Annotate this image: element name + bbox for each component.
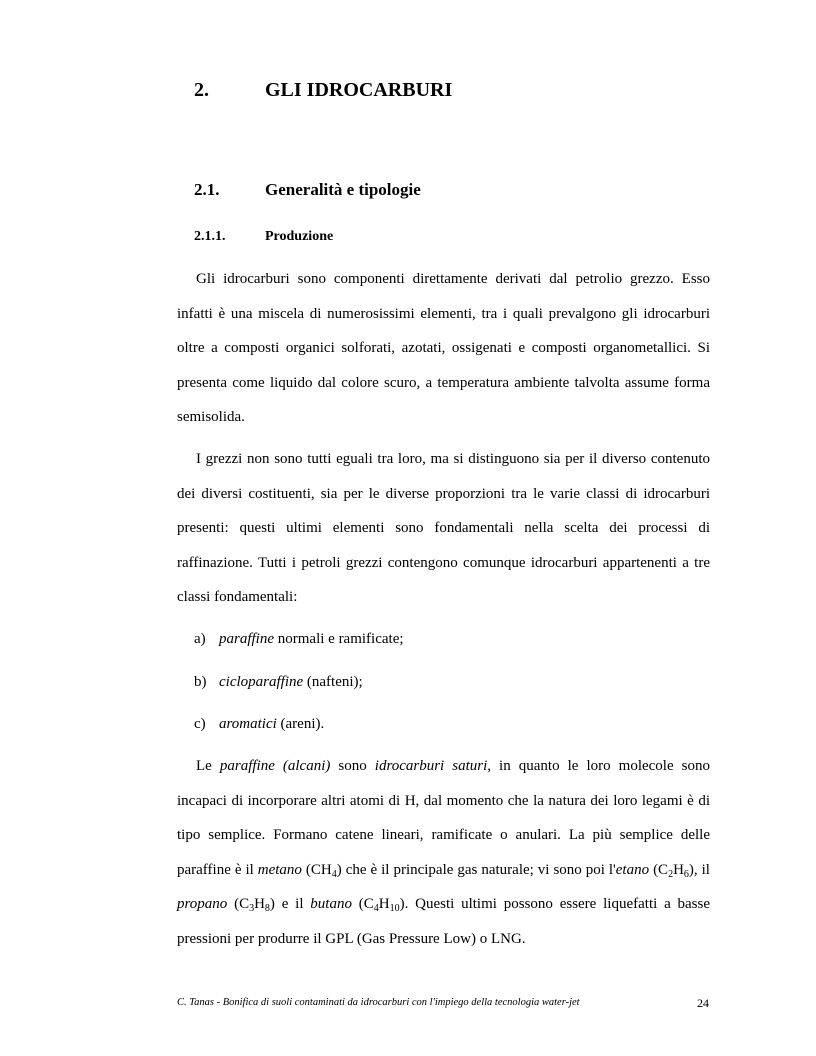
p3-text: H	[254, 896, 265, 912]
p3-text: (C	[227, 896, 250, 912]
list-item-text	[219, 631, 404, 648]
subscript: 8	[264, 903, 270, 914]
subsection-number: 2.1.1.	[194, 229, 226, 244]
subscript: 4	[331, 868, 337, 880]
p3-term: etano	[615, 861, 650, 878]
paragraph-1	[177, 262, 710, 435]
subscript: 4	[373, 903, 379, 914]
list-marker: c)	[194, 716, 206, 732]
p3-text: (C	[649, 861, 669, 878]
p3-term: paraffine (alcani)	[219, 758, 331, 774]
list-marker: b)	[194, 674, 207, 690]
p3-text: ), il	[688, 861, 710, 878]
list-rest: (areni).	[276, 716, 325, 732]
subscript: 10	[389, 903, 400, 914]
footer-citation: C. Tanas - Bonifica di suoli contaminati da idrocarburi con l'impiego della tecnologia water-jet	[177, 997, 580, 1008]
list-item	[194, 631, 206, 648]
paragraph-2-text: I grezzi non sono tutti eguali tra loro, ma si distinguono sia per il diverso contenuto dei diversi costituenti, sia per le diverse proporzioni tra le varie classi di idrocarburi presenti: questi ultimi elementi sono fondamentali nella scelta dei processi di raffinazione. Tutti i petroli grezzi contengono comunque idrocarburi appartenenti a tre classi fondamentali:	[177, 451, 710, 605]
subscript: 3	[249, 903, 255, 914]
p3-term: metano	[257, 861, 302, 878]
p3-text: ) e il	[269, 896, 311, 912]
list-marker: a)	[194, 631, 206, 647]
p3-text: H	[378, 896, 390, 912]
page-number: 24	[697, 996, 709, 1010]
p3-text: ). Questi ultimi possono essere liquefatti a basse pressioni per produrre il GPL (Gas Pressure Low) o LNG.	[177, 896, 711, 947]
list-term: aromatici	[219, 716, 277, 732]
list-rest: (nafteni);	[303, 674, 363, 690]
p3-text: (CH	[301, 861, 332, 878]
p3-term: propano	[177, 896, 228, 912]
p3-term: idrocarburi saturi	[374, 758, 488, 774]
list-term: paraffine	[219, 631, 274, 647]
section-title: Generalità e tipologie	[265, 180, 421, 199]
paragraph-2	[177, 442, 710, 615]
list-term: cicloparaffine	[219, 674, 304, 690]
chapter-number: 2.	[194, 79, 209, 101]
list-item	[194, 674, 207, 691]
list-item	[194, 716, 206, 733]
list-rest: normali e ramificate;	[274, 631, 404, 647]
subscript: 6	[683, 868, 689, 880]
p3-text: sono	[330, 758, 375, 774]
subsection-title: Produzione	[265, 229, 334, 244]
p3-text: (C	[351, 896, 374, 912]
p3-text: H	[673, 861, 684, 878]
p3-text: ) che è il principale gas naturale; vi sono poi l'	[336, 861, 616, 878]
p3-text: , in quanto le loro molecole sono incapaci di incorporare altri atomi di H, dal momento che la natura dei loro legami è di tipo semplice. Formano catene lineari, ramificate o anulari. La più semplice delle paraffine è il	[177, 758, 711, 878]
list-item-text	[219, 716, 324, 733]
paragraph-3	[177, 749, 710, 956]
chapter-title: GLI IDROCARBURI	[265, 79, 453, 101]
paragraph-1-text: Gli idrocarburi sono componenti direttamente derivati dal petrolio grezzo. Esso infatti è una miscela di numerosissimi elementi, tra i quali prevalgono gli idrocarburi oltre a composti organici solforati, azotati, ossigenati e composti organometallici. Si presenta come liquido dal colore scuro, a temperatura ambiente talvolta assume forma semisolida.	[177, 271, 710, 425]
list-item-text	[219, 674, 363, 691]
p3-term: butano	[310, 896, 352, 912]
p3-text: Le	[196, 758, 220, 774]
section-number: 2.1.	[194, 180, 220, 199]
subscript: 2	[668, 868, 674, 880]
